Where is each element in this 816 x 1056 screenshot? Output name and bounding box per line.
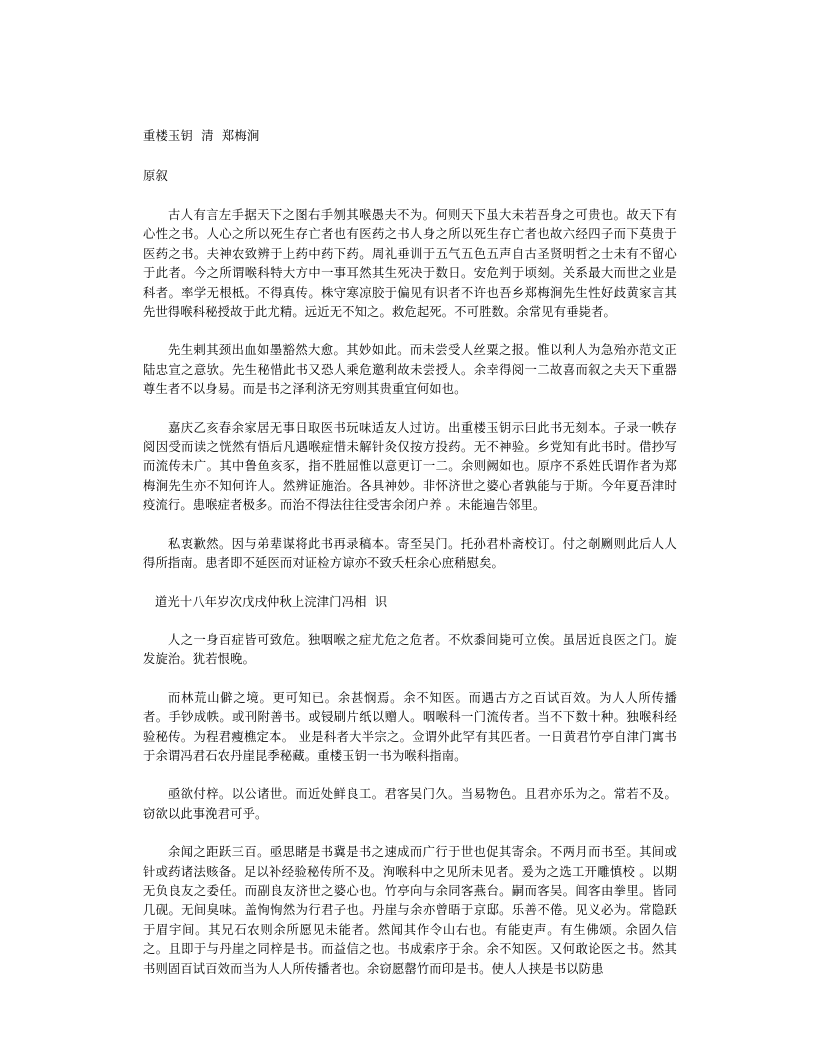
document-body <box>143 126 677 979</box>
paragraph-8: 余闻之距跃三百。亟思睹是书冀是书之速成而广行于世也促其寄余。不两月而书至。其间或针或药诸法赅备。足以补经验秘传所不及。洵喉科中之见所未见者。爰为之选工开雕慎校 。以期无负良友之委任。而副良友济世之婆心也。竹亭向与余同客燕台。嗣而客吴。闾客由拳里。皆同几砚。无间臭味。盖恂恂然为行君子也。丹崖与余亦曾晤于京邸。乐善不倦。见义必为。常隐跃于眉宇间。其兄石农则余所愿见未能者。然闻其作令山右也。有能吏声。有生佛颂。余固久信之。且即于与丹崖之同梓是书。而益信之也。书成索序于余。余不知医。又何敢论医之书。然其书则固百试百效而当为人人所传播者也。余窃愿罄竹而印是书。使人人挟是书以防患 <box>143 845 677 976</box>
paragraph-6: 而林荒山僻之境。更可知已。余甚悯焉。余不知医。而遇古方之百试百效。为人人所传播者。手钞成帙。或刊附善书。或锓刷片纸以赠人。咽喉科一门流传者。当不下数十种。独喉科经验秘传。为程君瘦樵定本。 业是科者大半宗之。佥谓外此罕有其匹者。一日黄君竹亭自津门寓书于余谓冯君石农丹崖昆季秘藏。重楼玉钥一书为喉科指南。 <box>143 690 677 763</box>
document-title: 重楼玉钥 清 郑梅涧 <box>143 129 260 143</box>
paragraph-3: 嘉庆乙亥春余家居无事日取医书玩味适友人过访。出重楼玉钥示曰此书无刻本。子录一帙存阅因受而读之恍然有悟后凡遇喉症惜未解针灸仅按方投药。无不神验。乡党知有此书时。借抄写而流传未广。其中鲁鱼亥豕，指不胜屈惟以意更订一二。余则阙如也。原序不系姓氏谓作者为郑梅涧先生亦不知何许人。然辨证施治。各具神妙。非怀济世之婆心者孰能与于斯。今年夏吾津时疫流行。患喉症者极多。而治不得法往往受害余闭户养 。未能遍告邻里。 <box>143 420 677 513</box>
section-heading-preface: 原叙 <box>143 169 168 183</box>
paragraph-4: 私衷歉然。因与弟辈谋将此书再录稿本。寄至吴门。托孙君朴斋校订。付之剞劂则此后人人得所指南。患者即不延医而对证检方谅亦不致夭枉余心庶稍慰矣。 <box>143 536 677 571</box>
paragraph-1: 古人有言左手据天下之图右手刎其喉愚夫不为。何则天下虽大未若吾身之可贵也。故天下有心性之书。人心之所以死生存亡者也有医药之书人身之所以死生存亡者也故六经四子而下莫贵于医药之书。夫神农致辨于上药中药下药。周礼垂训于五气五色五声自古圣贤明哲之士未有不留心于此者。今之所谓喉科特大方中一事耳然其生死决于数日。安危判于顷刻。关系最大而世之业是科者。率学无根柢。不得真传。株守寒凉胶于偏见有识者不许也吾乡郑梅涧先生性好歧黄家言其先世得喉科秘授故于此尤精。远近无不知之。救危起死。不可胜数。余常见有垂毙者。 <box>143 208 677 320</box>
paragraph-7: 亟欲付梓。以公诸世。而近处鲜良工。君客吴门久。当易物色。且君亦乐为之。常若不及。窃欲以此事浼君可乎。 <box>143 787 677 821</box>
preface-signature: 道光十八年岁次戊戌仲秋上浣津门冯相 识 <box>155 594 388 609</box>
paragraph-2: 先生剌其颈出血如墨豁然大愈。其妙如此。而未尝受人丝粟之报。惟以利人为急殆亦范文正陆忠宣之意欤。先生秘惜此书又恐人乘危邀利故未尝授人。余幸得阅一二故喜而叙之夫天下重器尊生者不以身易。而是书之泽利济无穷则其贵重宜何如也。 <box>143 343 677 397</box>
paragraph-5: 人之一身百症皆可致危。独咽喉之症尤危之危者。不炊黍间毙可立俟。虽居近良医之门。旋发旋治。犹若恨晚。 <box>143 632 677 667</box>
